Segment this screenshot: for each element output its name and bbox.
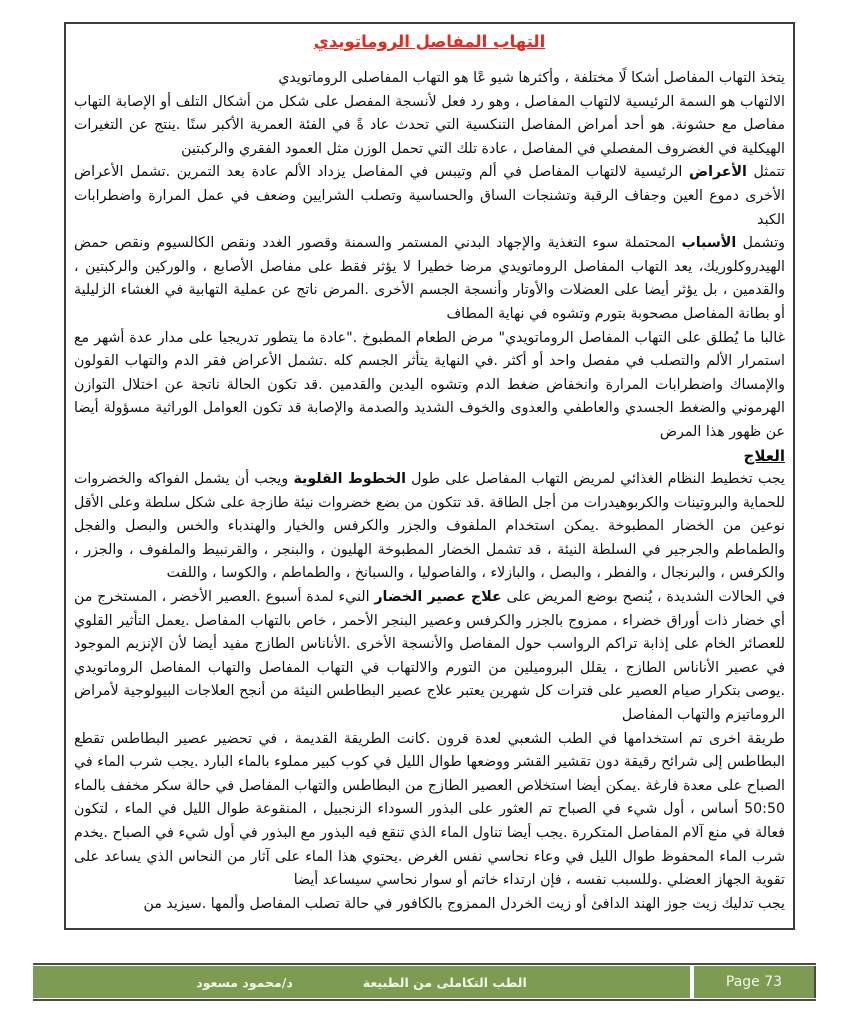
- body-text: الالتهاب هو السمة الرئيسية لالتهاب المفاصل ، وهو رد فعل لأنسجة المفصل على شكل من أشكال التلف أو الإصابة التهاب مفاصل مع حشونة. هو أحد أمراض المفاصل التنكسية التي تحدث عاد ةً في الفئة العمرية الأكبر سنًا .ينتج عن التغيرات الهيكلية في الغضروف المفصلي في المفاصل ، عادة تلك التي تحمل الوزن مثل العمود الفقري والركبتين: [74, 93, 785, 157]
- body-text: المحتملة سوء التغذية والإجهاد البدني المستمر والسمنة وقصور الغدد ونقص الكالسيوم ونقص حمض الهيدروكلوريك، يعد التهاب المفاصل الروماتويدي مرضا خطيرا لا يؤثر فقط على مفاصل الأصابع ، والوركين والركبتين ، والقدمين ، بل يؤثر أيضا على العضلات والأوتار وأنسجة الجسم الأخرى .المرض ناتج عن عملية التهابية في الغشاء الزليلية أو بطانة المفاصل مصحوبة بتورم وتشوه في نهاية المطاف: [74, 235, 785, 322]
- paragraph-progression: [74, 327, 785, 445]
- body-text: تتمثل: [746, 164, 786, 181]
- body-text: ويجب أن يشمل الفواكه والخضروات للحماية والبروتينات والكربوهيدرات من أجل الطاقة .قد تتكون من بضع خضروات نيئة طازجة على شكل سلطة وعلى الأقل نوعين من الخضار المطبوخة .يمكن استخدام الملفوف والجزر والكرفس والخيار والهندباء والخس والبصل والفجل والطماطم والجرجير في السلطة النيئة ، قد تشمل الخضار المطبوخة الهليون ، والبنجر ، والقرنبيط والملفوف ، والجزر ، والكرفس ، والبرنجال ، والفطر ، والبصل ، والبازلاء ، والفاصوليا ، والسبانخ ، والطماطم ، والكوسا ، واللفت: [74, 471, 785, 582]
- footer-bar: [33, 963, 816, 1001]
- body-text: وتشمل: [736, 235, 785, 252]
- emphasized-text: العلاج: [743, 446, 785, 465]
- paragraph-causes: [74, 232, 785, 326]
- footer-book-title: الطب التكاملى من الطبيعة: [362, 974, 527, 990]
- footer-main-cell: [33, 966, 690, 998]
- emphasized-text: الأسباب: [681, 235, 737, 252]
- emphasized-text: الأعراض: [689, 164, 747, 181]
- paragraph-inflammation: [74, 91, 785, 162]
- body-text: يتخذ التهاب المفاصل أشكا لًا مختلفة ، وأكثرها شيو عًا هو التهاب المفاصلى الروماتويدي: [278, 70, 785, 86]
- paragraph-oil-massage: [74, 893, 785, 917]
- paragraph-juice-therapy: [74, 586, 785, 728]
- emphasized-text: الخطوط القلوية: [293, 471, 406, 488]
- article-body: [74, 67, 785, 916]
- body-text: يجب تدليك زيت جوز الهند الدافئ أو زيت الخردل الممزوج بالكافور في حالة تصلب المفاصل وألمها .سيزيد من: [143, 895, 785, 912]
- heading-treatment: [74, 445, 785, 469]
- paragraph-diet: [74, 468, 785, 586]
- body-text: طريقة اخرى تم استخدامها في الطب الشعبي لعدة قرون .كانت الطريقة القديمة ، في تحضير عصير البطاطس تقطع البطاطس إلى شرائح رقيقة دون تقشير القشر ووضعها طوال الليل في كوب كبير مملوء بالماء البارد .يجب شرب الماء في الصباح على معدة فارغة .يمكن أيضا استخلاص العصير الطازج من البطاطس والتهاب المفاصل في حالة سكر مخفف بالماء 50:50 أساس ، أول شيء في الصباح تم العثور على البذور السوداء الزنجبيل ، المنقوعة طوال الليل في الماء ، لتكون فعالة في منع آلام المفاصل المتكررة .يجب أيضا تناول الماء الذي تنقع فيه البذور مع البذور في أول شيء في الصباح .يخدم شرب الماء المحفوظ طوال الليل في وعاء نحاسي نفس الغرض .يحتوي هذا الماء على آثار من النحاس الذي يساعد على تقوية الجهاز العضلي .وللسبب نفسه ، فإن ارتداء خاتم أو سوار نحاسي سيساعد أيضا: [74, 730, 785, 889]
- page-footer: [33, 963, 816, 1009]
- paragraph-symptoms: [74, 161, 785, 232]
- body-text: الرئيسية لالتهاب المفاصل في ألم وتيبس في المفاصل يزداد الألم عادة بعد التمرين .تشمل الأعراض الأخرى دموع العين وجفاف الرقبة وتشنجات الساق والحساسية وتصلب الشرايين وضعف في عمل المرارة واضطرابات الكبد: [74, 164, 785, 228]
- footer-author: د/محمود مسعود: [196, 974, 293, 990]
- body-text: النيء لمدة أسبوع .العصير الأخضر ، المستخرج من أي خضار ذات أوراق خضراء ، ممزوج بالجزر والكرفس وعصير البنجر الأحمر ، خاص بالتهاب المفاصل .يعمل التأثير القلوي للعصائر الخام على إذابة تراكم الرواسب حول المفاصل والأنسجة الأخرى .الأناناس الطازج مفيد أيضا لأن الإنزيم الموجود في عصير الأناناس الطازج ، يقلل البروميلين من التورم والالتهاب في التهاب المفاصل والتهاب المفاصل الروماتويدي .يوصى بتكرار صيام العصير على فترات كل شهرين يعتبر علاج عصير البطاطس النيئة من أنجح العلاجات البيولوجية لأمراض الروماتيزم والتهاب المفاصل: [74, 589, 785, 724]
- body-text: يجب تخطيط النظام الغذائي لمريض التهاب المفاصل على طول: [405, 471, 785, 488]
- footer-page-number: Page 73: [694, 966, 816, 998]
- paragraph-intro: [74, 67, 785, 91]
- page-title: التهاب المفاصل الروماتويدي: [313, 32, 546, 51]
- body-text: في الحالات الشديدة ، يُنصح بوضع المريض على: [501, 589, 785, 606]
- paragraph-folk-method: [74, 728, 785, 893]
- body-text: غالبا ما يُطلق على التهاب المفاصل الروماتويدي" مرض الطعام المطبوخ ."عادة ما يتطور تدريجيا على مدار عدة أشهر مع استمرار الألم والتصلب في مفصل واحد أو أكثر .في النهاية يتأثر الجسم كله .تشمل الأعراض فقر الدم والتهاب القولون والإمساك واضطرابات المرارة وانخفاض ضغط الدم وتشوه اليدين والقدمين .قد تكون الحالة ناتجة عن اختلال التوازن الهرموني والضغط الجسدي والعاطفي والعدوى والخوف الشديد والصدمة والإصابة قد تكون العوامل الوراثية مسؤولة أيضا عن ظهور هذا المرض: [74, 329, 785, 440]
- text-frame: [64, 22, 795, 930]
- emphasized-text: علاج عصير الخضار: [374, 589, 502, 606]
